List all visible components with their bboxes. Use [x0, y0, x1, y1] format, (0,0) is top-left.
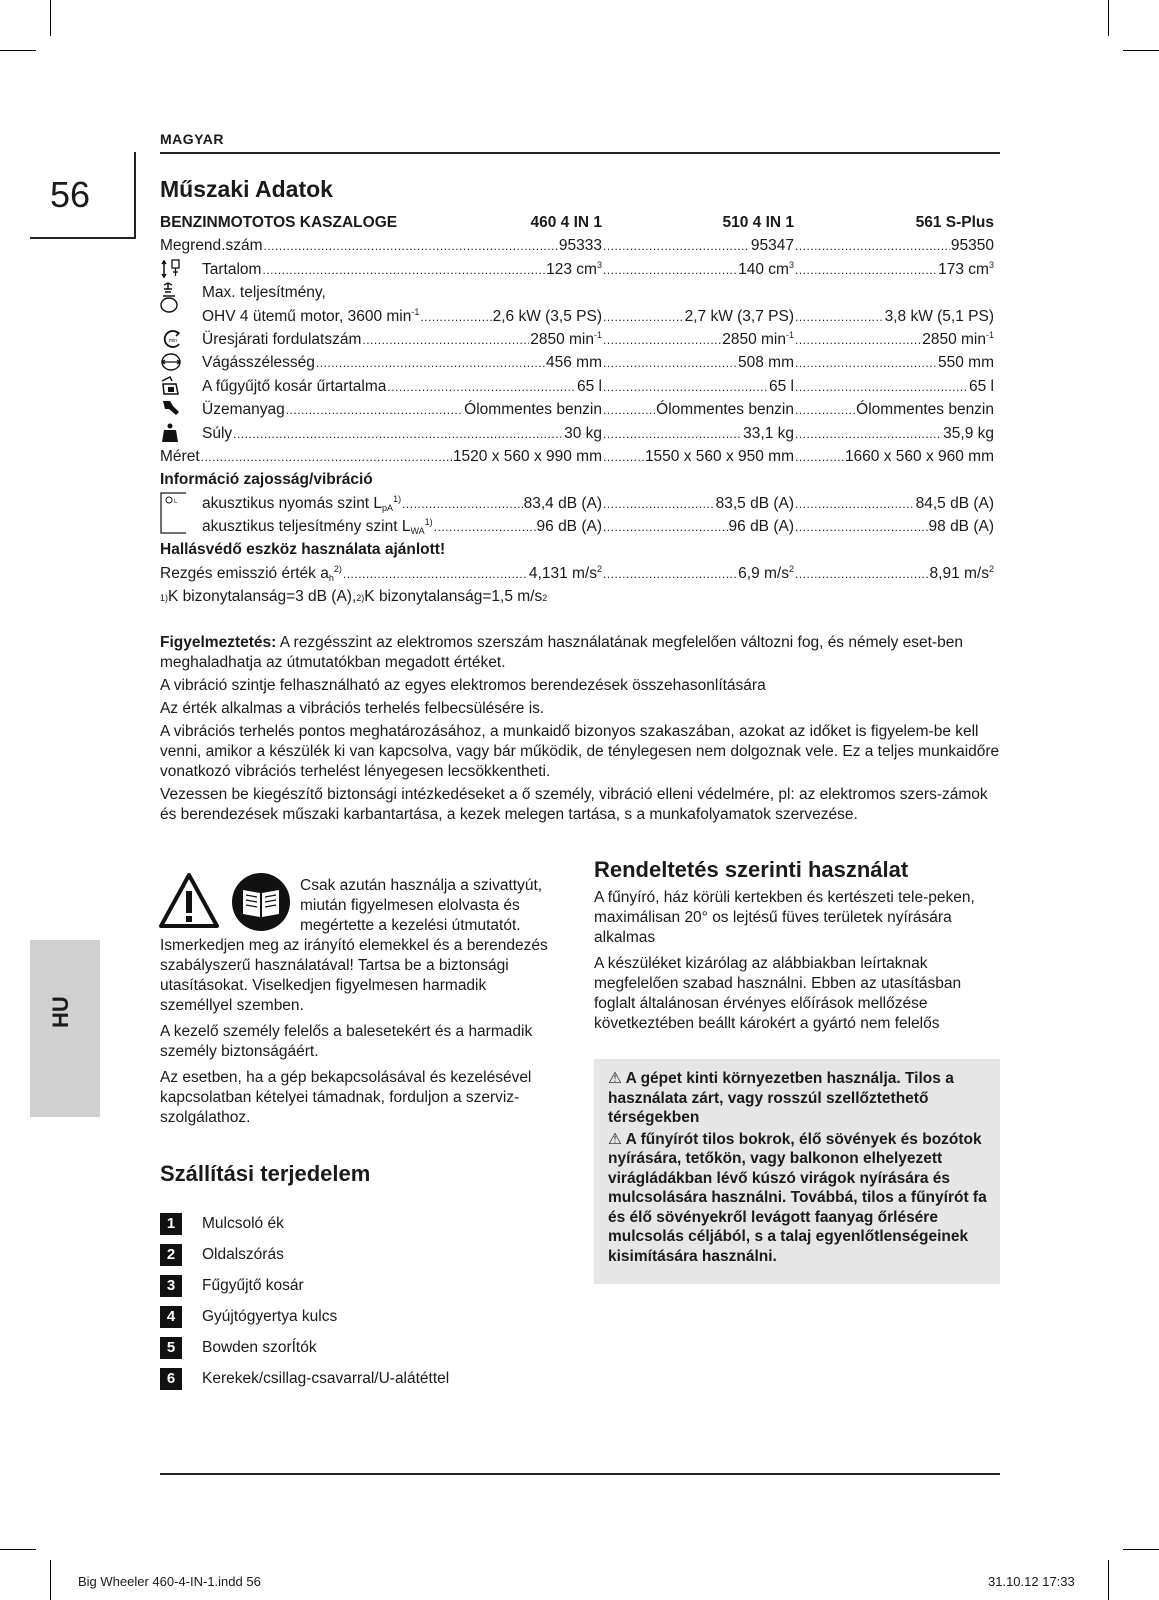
- noise-level-icon: [160, 492, 186, 536]
- item-number-badge: 5: [160, 1337, 182, 1359]
- product-name: BENZINMOTOTOS KASZALOGE: [160, 214, 398, 231]
- spec-row-size: Méret ..... 1520 x 560 x 990 mm ..... 1550 x 560 x 950 mm ..... 1660 x 560 x 960 mm: [160, 445, 994, 468]
- intended-use-section: Rendeltetés szerinti használat A fűnyíró, ház körüli kertekben és kertészeti tele-peken, maximálisan 20° os lejtésű füves területek nyírására alkalmas A készüléket kizárólag az alábbiakban leírtaknak megfelelően szabad használni. Ebben az utasításban foglalt általánosan érvényes előírások mellőzése következtében beállt károkért a gyártó nem felelős: [594, 860, 996, 1040]
- item-number-badge: 2: [160, 1244, 182, 1266]
- item-label: Mulcsoló ék: [202, 1214, 284, 1232]
- model-561: 561 S-Plus: [915, 214, 994, 231]
- item-label: Gyújtógyertya kulcs: [202, 1307, 338, 1325]
- item-label: Fűgyűjtő kosár: [202, 1276, 304, 1294]
- delivery-item: [160, 1270, 449, 1301]
- spec-footnote: 1) K bizonytalanság=3 dB (A), 2) K bizonytalanság=1,5 m/s 2: [160, 588, 548, 606]
- cut-width-icon: [160, 351, 186, 373]
- item-number-badge: 6: [160, 1368, 182, 1390]
- svg-text:L: L: [174, 498, 178, 505]
- page-title: Műszaki Adatok: [160, 176, 333, 202]
- svg-text:min: min: [169, 337, 178, 344]
- spec-row-displacement: Tartalom ..... 123 $cm^3$ ..... 140 $cm^3$ ..... 173 $cm^3$: [160, 258, 994, 281]
- crop-mark: [1123, 50, 1159, 51]
- header-rule: [160, 152, 1000, 154]
- item-label: Kerekek/csillag-csavarral/U-alátéttel: [202, 1369, 450, 1387]
- safety-section: Csak azután használja a szivattyút, miután figyelmesen elolvasta és megértette a kezelési útmutatót. Ismerkedjen meg az irányító elemekkel és a berendezés szabályszerű használatával! Tartsa be a biztonsági utasításokat. Viselkedjen figyelmesen harmadik személlyel szemben. A kezelő személy felelős a balesetekért és a harmadik személy biztonságáért. Az esetben, ha a gép bekapcsolásával és kezelésével kapcsolatban kételyei támadnak, forduljon a szerviz-szolgálathoz.: [160, 877, 548, 1126]
- grass-catcher-icon: [160, 375, 186, 397]
- delivery-item: [160, 1208, 449, 1239]
- model-510: 510 4 IN 1: [722, 214, 794, 231]
- vibration-warning: Figyelmeztetés: A rezgésszint az elektromos szerszám használatának megfelelően változni fog, és némely eset-ben meghaladhatja az útmutatókban megadott értéket. A vibráció szintje felhasználható az egyes elektromos berendezések összehasonlítására Az érték alkalmas a vibrációs terhelés felbecsülésére is. A vibrációs terhelés pontos meghatározásához, a munkaidő bizonyos szakaszában, azokat az időket is figyelem-be kell venni, amikor a készülék ki van kapcsolva, vagy bár működik, de ténylegesen nem dolgoznak vele. Ez a teljes munkaidőre vonatkozó vibrációs terhelést lényegesen lecsökkentheti. Vezessen be kiegészítő biztonsági intézkedéseket a ő személy, vibráció elleni védelmére, pl: az elektromos szers-zámok és berendezések műszaki karbantartása, a kezek melegen tartása, s a munkafolyamatok szervezése.: [160, 634, 1000, 823]
- crop-mark: [50, 1560, 51, 1600]
- spec-row-fuel: Üzemanyag ..... Ólommentes benzin ..... Ólommentes benzin ..... Ólommentes benzin: [160, 398, 994, 421]
- spec-row-noise-power: akusztikus teljesítmény szint $L_{WA}^{1)}$ ..... 96 dB (A) ..... 96 dB (A) ..... 98 dB (A): [160, 515, 994, 538]
- delivery-item: [160, 1332, 449, 1363]
- engine-icon: [160, 281, 186, 325]
- delivery-item: [160, 1301, 449, 1332]
- warning-box-text: ⚠ A gépet kinti környezetben használja. Tilos a használata zárt, vagy rosszúl szellőztethető térségekben ⚠ A fűnyírót tilos bokrok, élő sövények és bozótok nyírására, tetőkön, vagy balkonon elhelyezett virágládákban lévő kúszó virágok nyírására és mulcsolására használni. Továbbá, tilos a fűnyírót fa és élő sövényekről levágott faanyag őrlésére mulcsolás céljából, s a talaj egyenlőtlenségeinek kisimítására használni.: [608, 1070, 987, 1265]
- fuel-nozzle-icon: [160, 398, 186, 420]
- item-number-badge: 4: [160, 1306, 182, 1328]
- delivery-list: [160, 1208, 449, 1394]
- spec-row-noise-pressure: L akusztikus nyomás szint $L_{pA}^{1)}$ ..... 83,4 dB (A) ..... 83,5 dB (A) ..... 84,5 dB (A): [160, 492, 994, 515]
- delivery-item: [160, 1363, 449, 1394]
- page-number: 56: [50, 174, 91, 215]
- spec-row-vibration: Rezgés emisszió érték $a_h^{2)}$ ..... 4,131 $m/s^2$ ..... 6,9 $m/s^2$ ..... 8,91 $m/s^2$: [160, 562, 994, 585]
- crop-mark: [0, 1549, 36, 1550]
- crop-mark: [1108, 1560, 1109, 1600]
- language-side-tab-label: HU: [48, 996, 73, 1028]
- item-number-badge: 3: [160, 1275, 182, 1297]
- intended-use-heading: Rendeltetés szerinti használat: [594, 857, 909, 882]
- warning-icon: ⚠: [608, 1130, 622, 1148]
- spec-row-power: OHV 4 ütemű motor, 3600 $\min^{-1}$ ..... 2,6 kW (3,5 PS) ..... 2,7 kW (3,7 PS) ..... 3,8 kW (5,1 PS): [160, 305, 994, 328]
- crop-mark: [50, 0, 51, 36]
- item-label: Bowden szorÍtók: [202, 1338, 317, 1356]
- rpm-icon: [160, 328, 186, 350]
- footer-date: 31.10.12 17:33: [988, 1574, 1075, 1589]
- language-label: MAGYAR: [160, 131, 224, 147]
- language-side-tab: [30, 940, 100, 1117]
- delivery-heading: Szállítási terjedelem: [160, 1161, 371, 1186]
- weight-icon: [160, 422, 186, 444]
- model-460: 460 4 IN 1: [530, 214, 602, 231]
- hearing-protection-note: Hallásvédő eszköz használata ajánlott!: [160, 541, 446, 559]
- footer-file: Big Wheeler 460-4-IN-1.indd 56: [78, 1574, 261, 1589]
- crop-mark: [1123, 1549, 1159, 1550]
- noise-heading: Információ zajosság/vibráció: [160, 471, 373, 489]
- item-label: Oldalszórás: [202, 1245, 284, 1263]
- footer-rule: [160, 1473, 1000, 1475]
- spec-row-cut-width: Vágásszélesség ..... 456 mm ..... 508 mm ..... 550 mm: [160, 351, 994, 374]
- item-number-badge: 1: [160, 1213, 182, 1235]
- delivery-item: [160, 1239, 449, 1270]
- spec-row-idle: min Üresjárati fordulatszám ..... 2850 $\min^{-1}$ ..... 2850 $\min^{-1}$ ..... 2850 $\min^{-1}$: [160, 328, 994, 351]
- spec-row-order: Megrend.szám ..... 95333 ..... 95347 ..... 95350: [160, 234, 994, 257]
- crop-mark: [1108, 0, 1109, 36]
- crop-mark: [0, 50, 36, 51]
- spec-table: [160, 211, 994, 609]
- displacement-icon: [160, 258, 186, 280]
- spec-row-power-label: Max. teljesítmény,: [160, 281, 994, 304]
- spec-row-catcher: A fűgyűjtő kosár űrtartalma ..... 65 l ..... 65 l ..... 65 l: [160, 375, 994, 398]
- warning-icon: ⚠: [608, 1070, 622, 1087]
- spec-row-weight: Súly ..... 30 kg ..... 33,1 kg ..... 35,9 kg: [160, 422, 994, 445]
- spec-header-row: [160, 211, 994, 234]
